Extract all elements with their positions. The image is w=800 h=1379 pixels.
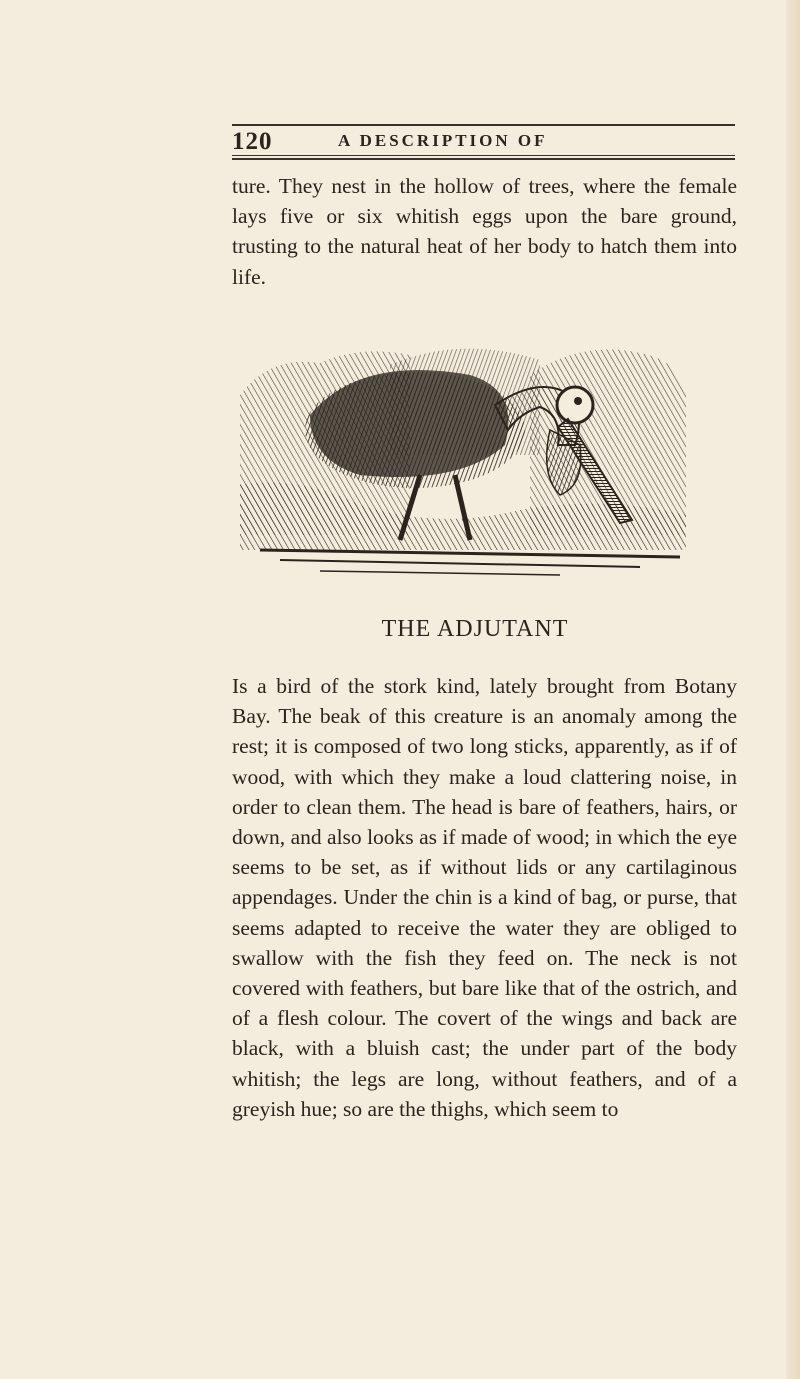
page-edge (786, 0, 800, 1379)
adjutant-stork-engraving-icon (240, 335, 686, 580)
header-rule-bottom (232, 155, 735, 156)
paragraph-continued: ture. They nest in the hollow of trees, where the female lays five or six whitish eggs upon the bare ground, trusting to the natural heat of her body to hatch them into life. (232, 174, 737, 289)
figure-caption: THE ADJUTANT (381, 616, 569, 642)
page-number: 120 (232, 128, 273, 155)
paragraph-adjutant: Is a bird of the stork kind, lately brought from Botany Bay. The beak of this creature is an anomaly among the rest; it is composed of two long sticks, apparently, as if of wood, with which they make a loud clattering noise, in order to clean them. The head is bare of feathers, hairs, or down, and also looks as if made of wood; in which the eye seems to be set, as if without lids or any cartilaginous appendages. Under the chin is a kind of bag, or purse, that seems adapted to receive the water they are obliged to swallow with the fish they feed on. The neck is not covered with feathers, but bare like that of the ostrich, and of a flesh colour. The covert of the wings and back are black, with a bluish cast; the under part of the body whitish; the legs are long, without feathers, and of a greyish hue; so are the thighs, which seem to (232, 674, 737, 1121)
header-rule-top (232, 124, 735, 126)
header-rule-bottom-thick (232, 158, 735, 160)
running-head: A DESCRIPTION OF (338, 131, 548, 150)
